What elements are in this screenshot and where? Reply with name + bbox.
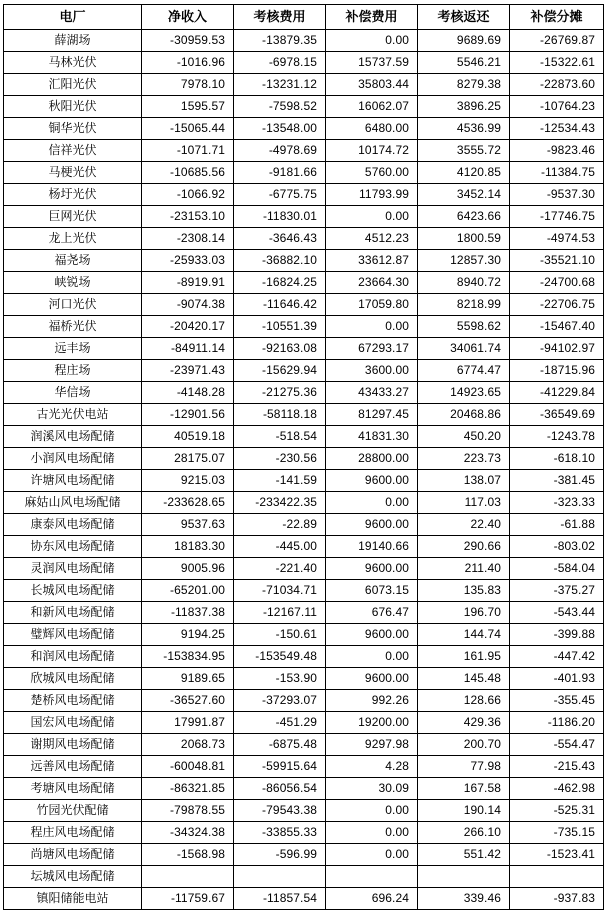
cell-compensation-share: -803.02 (510, 536, 604, 558)
column-header-compensation-fee: 补偿费用 (326, 5, 418, 30)
cell-assessment-return: 22.40 (418, 514, 510, 536)
cell-net-income: -8919.91 (142, 272, 234, 294)
table-row (4, 250, 604, 272)
cell-compensation-share: -525.31 (510, 800, 604, 822)
cell-assessment-fee: -6875.48 (234, 734, 326, 756)
cell-net-income: 2068.73 (142, 734, 234, 756)
cell-compensation-share: -1186.20 (510, 712, 604, 734)
cell-compensation-share (510, 866, 604, 888)
cell-net-income: -9074.38 (142, 294, 234, 316)
cell-assessment-return: 450.20 (418, 426, 510, 448)
column-header-assessment-fee: 考核费用 (234, 5, 326, 30)
cell-net-income: -23971.43 (142, 360, 234, 382)
cell-assessment-fee: -11830.01 (234, 206, 326, 228)
cell-assessment-return: 4536.99 (418, 118, 510, 140)
cell-plant-name: 马林光伏 (4, 52, 142, 74)
cell-compensation-share: -18715.96 (510, 360, 604, 382)
cell-assessment-return: 135.83 (418, 580, 510, 602)
cell-assessment-fee: -92163.08 (234, 338, 326, 360)
cell-compensation-share: -447.42 (510, 646, 604, 668)
cell-compensation-share: -554.47 (510, 734, 604, 756)
table-row (4, 140, 604, 162)
cell-compensation-share: -618.10 (510, 448, 604, 470)
cell-assessment-fee: -11646.42 (234, 294, 326, 316)
cell-net-income: -23153.10 (142, 206, 234, 228)
cell-assessment-fee (234, 866, 326, 888)
cell-assessment-fee: -79543.38 (234, 800, 326, 822)
cell-net-income (142, 866, 234, 888)
cell-compensation-share: -35521.10 (510, 250, 604, 272)
cell-plant-name: 远善风电场配储 (4, 756, 142, 778)
cell-assessment-return: 200.70 (418, 734, 510, 756)
cell-assessment-return: 128.66 (418, 690, 510, 712)
cell-net-income: -15065.44 (142, 118, 234, 140)
table-row (4, 668, 604, 690)
cell-compensation-share: -735.15 (510, 822, 604, 844)
cell-compensation-share: -399.88 (510, 624, 604, 646)
cell-net-income: -25933.03 (142, 250, 234, 272)
cell-compensation-fee: 9600.00 (326, 470, 418, 492)
cell-assessment-return: 3896.25 (418, 96, 510, 118)
cell-assessment-return: 196.70 (418, 602, 510, 624)
cell-plant-name: 马梗光伏 (4, 162, 142, 184)
table-row (4, 30, 604, 52)
cell-assessment-return: 290.66 (418, 536, 510, 558)
cell-compensation-fee: 3600.00 (326, 360, 418, 382)
column-header-net-income: 净收入 (142, 5, 234, 30)
cell-assessment-fee: -13548.00 (234, 118, 326, 140)
cell-compensation-share: -61.88 (510, 514, 604, 536)
table-row (4, 52, 604, 74)
cell-assessment-return: 266.10 (418, 822, 510, 844)
cell-assessment-return: 5546.21 (418, 52, 510, 74)
cell-net-income: 9005.96 (142, 558, 234, 580)
cell-compensation-fee: 9600.00 (326, 624, 418, 646)
cell-plant-name: 程庄场 (4, 360, 142, 382)
cell-net-income: -65201.00 (142, 580, 234, 602)
cell-assessment-return: 14923.65 (418, 382, 510, 404)
cell-compensation-fee: 0.00 (326, 844, 418, 866)
cell-net-income: -79878.55 (142, 800, 234, 822)
cell-compensation-share: -15467.40 (510, 316, 604, 338)
cell-plant-name: 竹园光伏配储 (4, 800, 142, 822)
cell-plant-name: 尚塘风电场配储 (4, 844, 142, 866)
cell-compensation-fee: 23664.30 (326, 272, 418, 294)
cell-net-income: 7978.10 (142, 74, 234, 96)
cell-assessment-fee: -21275.36 (234, 382, 326, 404)
cell-assessment-fee: -445.00 (234, 536, 326, 558)
cell-compensation-fee: 11793.99 (326, 184, 418, 206)
cell-compensation-fee: 16062.07 (326, 96, 418, 118)
table-row (4, 470, 604, 492)
cell-plant-name: 协东风电场配储 (4, 536, 142, 558)
cell-assessment-fee: -596.99 (234, 844, 326, 866)
cell-plant-name: 康泰风电场配储 (4, 514, 142, 536)
cell-assessment-fee: -12167.11 (234, 602, 326, 624)
cell-plant-name: 润溪风电场配储 (4, 426, 142, 448)
cell-assessment-return: 190.14 (418, 800, 510, 822)
table-body (4, 30, 604, 910)
cell-assessment-return: 8218.99 (418, 294, 510, 316)
cell-plant-name: 福尧场 (4, 250, 142, 272)
cell-compensation-share: -11384.75 (510, 162, 604, 184)
cell-plant-name: 远丰场 (4, 338, 142, 360)
table-row (4, 96, 604, 118)
cell-compensation-fee: 0.00 (326, 646, 418, 668)
cell-net-income: -153834.95 (142, 646, 234, 668)
cell-assessment-fee: -11857.54 (234, 888, 326, 910)
cell-assessment-return: 117.03 (418, 492, 510, 514)
cell-net-income: -1568.98 (142, 844, 234, 866)
cell-compensation-fee: 4.28 (326, 756, 418, 778)
table-row (4, 74, 604, 96)
cell-compensation-fee: 0.00 (326, 492, 418, 514)
cell-assessment-return: 77.98 (418, 756, 510, 778)
cell-net-income: -86321.85 (142, 778, 234, 800)
cell-plant-name: 古光光伏电站 (4, 404, 142, 426)
cell-compensation-fee: 0.00 (326, 316, 418, 338)
cell-net-income: 28175.07 (142, 448, 234, 470)
cell-assessment-fee: -233422.35 (234, 492, 326, 514)
cell-net-income: -20420.17 (142, 316, 234, 338)
cell-compensation-share: -584.04 (510, 558, 604, 580)
cell-compensation-share: -375.27 (510, 580, 604, 602)
cell-compensation-fee: 6073.15 (326, 580, 418, 602)
cell-plant-name: 龙上光伏 (4, 228, 142, 250)
cell-compensation-fee: 9600.00 (326, 558, 418, 580)
table-row (4, 624, 604, 646)
cell-compensation-share: -355.45 (510, 690, 604, 712)
table-row (4, 756, 604, 778)
column-header-plant: 电厂 (4, 5, 142, 30)
cell-compensation-fee: 17059.80 (326, 294, 418, 316)
cell-assessment-return: 161.95 (418, 646, 510, 668)
cell-net-income: -12901.56 (142, 404, 234, 426)
cell-assessment-fee: -230.56 (234, 448, 326, 470)
cell-compensation-fee: 10174.72 (326, 140, 418, 162)
cell-plant-name: 璧辉风电场配储 (4, 624, 142, 646)
cell-plant-name: 薛湖场 (4, 30, 142, 52)
cell-assessment-fee: -3646.43 (234, 228, 326, 250)
cell-compensation-share: -10764.23 (510, 96, 604, 118)
cell-assessment-fee: -9181.66 (234, 162, 326, 184)
cell-compensation-share: -381.45 (510, 470, 604, 492)
table-row (4, 118, 604, 140)
cell-compensation-fee: 19200.00 (326, 712, 418, 734)
table-row (4, 778, 604, 800)
cell-assessment-fee: -141.59 (234, 470, 326, 492)
cell-compensation-fee: 67293.17 (326, 338, 418, 360)
cell-assessment-fee: -518.54 (234, 426, 326, 448)
cell-assessment-fee: -10551.39 (234, 316, 326, 338)
cell-compensation-share: -26769.87 (510, 30, 604, 52)
cell-compensation-share: -9537.30 (510, 184, 604, 206)
cell-compensation-fee: 43433.27 (326, 382, 418, 404)
table-row (4, 272, 604, 294)
cell-plant-name: 坛城风电场配储 (4, 866, 142, 888)
table-row (4, 514, 604, 536)
cell-plant-name: 铜华光伏 (4, 118, 142, 140)
cell-assessment-fee: -37293.07 (234, 690, 326, 712)
table-row (4, 558, 604, 580)
cell-assessment-fee: -4978.69 (234, 140, 326, 162)
cell-compensation-share: -94102.97 (510, 338, 604, 360)
cell-compensation-fee: 30.09 (326, 778, 418, 800)
cell-net-income: 9189.65 (142, 668, 234, 690)
cell-plant-name: 巨网光伏 (4, 206, 142, 228)
cell-assessment-fee: -7598.52 (234, 96, 326, 118)
cell-net-income: -4148.28 (142, 382, 234, 404)
cell-compensation-share: -4974.53 (510, 228, 604, 250)
table-row (4, 536, 604, 558)
cell-compensation-share: -22706.75 (510, 294, 604, 316)
table-row (4, 800, 604, 822)
table-row (4, 338, 604, 360)
cell-assessment-fee: -71034.71 (234, 580, 326, 602)
cell-plant-name: 秋阳光伏 (4, 96, 142, 118)
cell-compensation-fee: 35803.44 (326, 74, 418, 96)
cell-compensation-share: -36549.69 (510, 404, 604, 426)
cell-compensation-fee: 33612.87 (326, 250, 418, 272)
power-plant-settlement-table (3, 4, 604, 910)
cell-compensation-share: -41229.84 (510, 382, 604, 404)
table-row (4, 162, 604, 184)
cell-assessment-fee: -13231.12 (234, 74, 326, 96)
cell-net-income: -34324.38 (142, 822, 234, 844)
cell-assessment-return: 138.07 (418, 470, 510, 492)
table-row (4, 360, 604, 382)
cell-assessment-return: 339.46 (418, 888, 510, 910)
cell-assessment-return: 12857.30 (418, 250, 510, 272)
table-header-row (4, 5, 604, 30)
cell-assessment-return: 167.58 (418, 778, 510, 800)
cell-plant-name: 华信场 (4, 382, 142, 404)
cell-assessment-fee: -150.61 (234, 624, 326, 646)
cell-plant-name: 福桥光伏 (4, 316, 142, 338)
cell-net-income: -1071.71 (142, 140, 234, 162)
table-row (4, 404, 604, 426)
cell-plant-name: 汇阳光伏 (4, 74, 142, 96)
cell-net-income: 18183.30 (142, 536, 234, 558)
column-header-assessment-return: 考核返还 (418, 5, 510, 30)
cell-net-income: -84911.14 (142, 338, 234, 360)
cell-net-income: -1066.92 (142, 184, 234, 206)
table-row (4, 844, 604, 866)
cell-plant-name: 小润风电场配储 (4, 448, 142, 470)
cell-compensation-share: -12534.43 (510, 118, 604, 140)
table-row (4, 448, 604, 470)
cell-net-income: 9194.25 (142, 624, 234, 646)
cell-plant-name: 河口光伏 (4, 294, 142, 316)
cell-net-income: -11837.38 (142, 602, 234, 624)
cell-compensation-share: -15322.61 (510, 52, 604, 74)
cell-plant-name: 国宏风电场配储 (4, 712, 142, 734)
cell-compensation-fee: 9600.00 (326, 668, 418, 690)
cell-compensation-fee: 81297.45 (326, 404, 418, 426)
cell-net-income: -30959.53 (142, 30, 234, 52)
cell-assessment-return: 34061.74 (418, 338, 510, 360)
cell-compensation-fee: 0.00 (326, 206, 418, 228)
cell-assessment-fee: -15629.94 (234, 360, 326, 382)
cell-net-income: 17991.87 (142, 712, 234, 734)
cell-assessment-fee: -153.90 (234, 668, 326, 690)
cell-compensation-fee: 6480.00 (326, 118, 418, 140)
cell-compensation-share: -22873.60 (510, 74, 604, 96)
cell-net-income: 40519.18 (142, 426, 234, 448)
cell-assessment-fee: -6775.75 (234, 184, 326, 206)
cell-assessment-return: 223.73 (418, 448, 510, 470)
table-header (4, 5, 604, 30)
cell-net-income: -233628.65 (142, 492, 234, 514)
table-row (4, 228, 604, 250)
cell-compensation-fee: 0.00 (326, 822, 418, 844)
cell-assessment-fee: -36882.10 (234, 250, 326, 272)
cell-plant-name: 长城风电场配储 (4, 580, 142, 602)
cell-plant-name: 灵润风电场配储 (4, 558, 142, 580)
cell-compensation-fee: 992.26 (326, 690, 418, 712)
cell-plant-name: 谢期风电场配储 (4, 734, 142, 756)
cell-assessment-fee: -451.29 (234, 712, 326, 734)
cell-compensation-fee: 9297.98 (326, 734, 418, 756)
cell-assessment-return: 20468.86 (418, 404, 510, 426)
cell-compensation-share: -937.83 (510, 888, 604, 910)
table-row (4, 580, 604, 602)
column-header-compensation-share: 补偿分摊 (510, 5, 604, 30)
table-row (4, 492, 604, 514)
table-row (4, 866, 604, 888)
cell-plant-name: 和新风电场配储 (4, 602, 142, 624)
cell-assessment-fee: -59915.64 (234, 756, 326, 778)
table-row (4, 184, 604, 206)
cell-net-income: -10685.56 (142, 162, 234, 184)
cell-plant-name: 杨圩光伏 (4, 184, 142, 206)
cell-assessment-return: 5598.62 (418, 316, 510, 338)
cell-plant-name: 信祥光伏 (4, 140, 142, 162)
cell-compensation-fee: 676.47 (326, 602, 418, 624)
cell-net-income: 9537.63 (142, 514, 234, 536)
cell-assessment-fee: -33855.33 (234, 822, 326, 844)
cell-assessment-return: 211.40 (418, 558, 510, 580)
cell-assessment-return: 429.36 (418, 712, 510, 734)
cell-compensation-share: -543.44 (510, 602, 604, 624)
cell-compensation-fee: 0.00 (326, 30, 418, 52)
cell-plant-name: 程庄风电场配储 (4, 822, 142, 844)
cell-assessment-fee: -221.40 (234, 558, 326, 580)
cell-plant-name: 峡锐场 (4, 272, 142, 294)
cell-net-income: 9215.03 (142, 470, 234, 492)
table-row (4, 294, 604, 316)
cell-net-income: -1016.96 (142, 52, 234, 74)
cell-plant-name: 麻姑山风电场配储 (4, 492, 142, 514)
cell-assessment-fee: -58118.18 (234, 404, 326, 426)
cell-assessment-return: 6774.47 (418, 360, 510, 382)
cell-assessment-fee: -22.89 (234, 514, 326, 536)
cell-plant-name: 楚桥风电场配储 (4, 690, 142, 712)
cell-compensation-fee: 5760.00 (326, 162, 418, 184)
cell-assessment-return: 6423.66 (418, 206, 510, 228)
cell-compensation-share: -1523.41 (510, 844, 604, 866)
cell-compensation-fee: 15737.59 (326, 52, 418, 74)
cell-assessment-fee: -86056.54 (234, 778, 326, 800)
cell-net-income: -60048.81 (142, 756, 234, 778)
cell-assessment-return: 4120.85 (418, 162, 510, 184)
cell-compensation-share: -1243.78 (510, 426, 604, 448)
cell-net-income: -36527.60 (142, 690, 234, 712)
cell-assessment-return: 3452.14 (418, 184, 510, 206)
cell-compensation-share: -215.43 (510, 756, 604, 778)
cell-compensation-share: -462.98 (510, 778, 604, 800)
cell-plant-name: 镇阳储能电站 (4, 888, 142, 910)
cell-assessment-return: 8279.38 (418, 74, 510, 96)
cell-assessment-fee: -6978.15 (234, 52, 326, 74)
cell-assessment-return: 144.74 (418, 624, 510, 646)
table-row (4, 426, 604, 448)
cell-net-income: -11759.67 (142, 888, 234, 910)
cell-assessment-fee: -13879.35 (234, 30, 326, 52)
cell-assessment-return: 8940.72 (418, 272, 510, 294)
cell-compensation-fee: 0.00 (326, 800, 418, 822)
cell-compensation-share: -17746.75 (510, 206, 604, 228)
table-row (4, 382, 604, 404)
cell-assessment-return (418, 866, 510, 888)
table-row (4, 712, 604, 734)
cell-compensation-fee: 9600.00 (326, 514, 418, 536)
table-row (4, 602, 604, 624)
cell-compensation-fee (326, 866, 418, 888)
cell-net-income: -2308.14 (142, 228, 234, 250)
cell-compensation-fee: 41831.30 (326, 426, 418, 448)
cell-assessment-return: 1800.59 (418, 228, 510, 250)
cell-compensation-share: -323.33 (510, 492, 604, 514)
cell-compensation-share: -9823.46 (510, 140, 604, 162)
cell-assessment-return: 3555.72 (418, 140, 510, 162)
cell-plant-name: 和润风电场配储 (4, 646, 142, 668)
cell-assessment-fee: -16824.25 (234, 272, 326, 294)
cell-compensation-share: -24700.68 (510, 272, 604, 294)
table-row (4, 888, 604, 910)
table-row (4, 646, 604, 668)
table-row (4, 734, 604, 756)
table-row (4, 822, 604, 844)
cell-compensation-fee: 19140.66 (326, 536, 418, 558)
cell-assessment-return: 9689.69 (418, 30, 510, 52)
cell-plant-name: 欣城风电场配储 (4, 668, 142, 690)
cell-plant-name: 许塘风电场配储 (4, 470, 142, 492)
cell-compensation-fee: 4512.23 (326, 228, 418, 250)
cell-compensation-share: -401.93 (510, 668, 604, 690)
cell-assessment-fee: -153549.48 (234, 646, 326, 668)
table-row (4, 690, 604, 712)
cell-plant-name: 考塘风电场配储 (4, 778, 142, 800)
table-row (4, 316, 604, 338)
cell-assessment-return: 145.48 (418, 668, 510, 690)
table-row (4, 206, 604, 228)
cell-assessment-return: 551.42 (418, 844, 510, 866)
cell-net-income: 1595.57 (142, 96, 234, 118)
cell-compensation-fee: 28800.00 (326, 448, 418, 470)
cell-compensation-fee: 696.24 (326, 888, 418, 910)
